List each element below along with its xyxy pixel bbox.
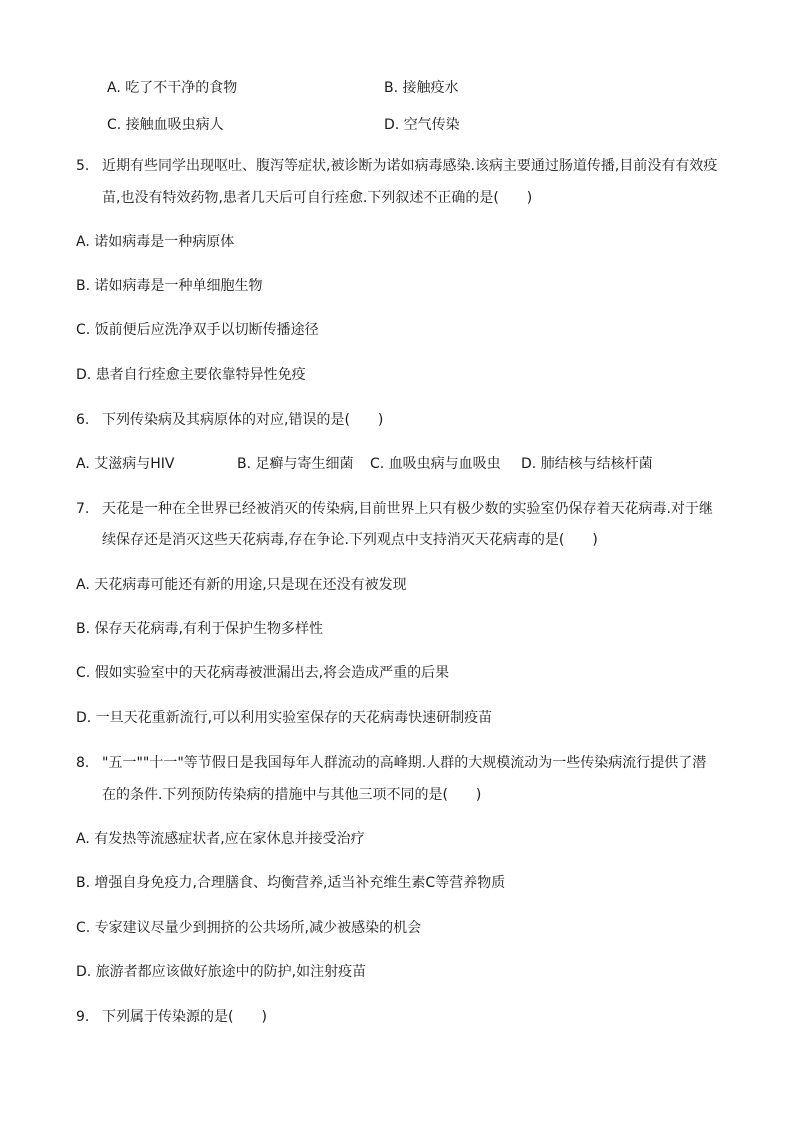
- option-text: 诺如病毒是一种病原体: [94, 234, 235, 250]
- q9-stem-line-1: 下列属于传染源的是( ): [102, 1009, 267, 1025]
- option-text: 吃了不干净的食物: [125, 80, 238, 96]
- q5-option-c: [76, 320, 319, 340]
- q8-option-b: [76, 873, 505, 893]
- q4-option-a: [107, 78, 237, 98]
- q5-stem-line-1: 近期有些同学出现呕吐、腹泻等症状,被诊断为诺如病毒感染.该病主要通过肠道传播,目前没有有效疫: [102, 158, 718, 174]
- q6-option-d: [521, 454, 653, 474]
- option-letter: B.: [237, 456, 252, 472]
- q6-number: 6.: [76, 412, 90, 428]
- option-letter: C.: [370, 456, 385, 472]
- q5-option-a: [76, 232, 234, 252]
- q8-stem-line-2: 在的条件.下列预防传染病的措施中与其他三项不同的是( ): [102, 787, 482, 803]
- option-text: 天花病毒可能还有新的用途,只是现在还没有被发现: [94, 577, 407, 593]
- option-letter: A.: [76, 577, 90, 593]
- option-letter: A.: [76, 234, 90, 250]
- q6-option-c: [370, 454, 501, 474]
- option-letter: A.: [76, 831, 90, 847]
- q8-option-a: [76, 829, 365, 849]
- q4-option-b: [384, 78, 459, 98]
- q5-stem-line-2: 苗,也没有特效药物,患者几天后可自行痊愈.下列叙述不正确的是( ): [102, 190, 533, 206]
- q6-option-b: [237, 454, 354, 474]
- option-letter: C.: [76, 920, 91, 936]
- option-letter: D.: [76, 964, 92, 980]
- option-text: 接触疫水: [402, 80, 459, 96]
- option-text: 增强自身免疫力,合理膳食、均衡营养,适当补充维生素C等营养物质: [94, 875, 506, 891]
- option-letter: D.: [384, 117, 400, 133]
- q5-option-b: [76, 276, 263, 296]
- option-text: 诺如病毒是一种单细胞生物: [94, 278, 263, 294]
- q4-option-d: [384, 115, 460, 135]
- q7-option-d: [76, 708, 492, 728]
- option-text: 空气传染: [403, 117, 460, 133]
- option-text: 艾滋病与HIV: [94, 456, 175, 472]
- option-letter: D.: [521, 456, 537, 472]
- option-text: 保存天花病毒,有利于保护生物多样性: [94, 621, 323, 637]
- option-letter: D.: [76, 367, 92, 383]
- q6-option-a: [76, 454, 174, 474]
- q8-number: 8.: [76, 755, 90, 771]
- q6-stem-line-1: 下列传染病及其病原体的对应,错误的是( ): [102, 412, 384, 428]
- q7-stem-line-2: 续保存还是消灭这些天花病毒,存在争论.下列观点中支持消灭天花病毒的是( ): [102, 532, 598, 548]
- option-text: 接触血吸虫病人: [125, 117, 224, 133]
- option-letter: B.: [384, 80, 399, 96]
- q7-option-a: [76, 575, 407, 595]
- option-letter: B.: [76, 875, 91, 891]
- q7-option-b: [76, 619, 323, 639]
- option-text: 患者自行痊愈主要依靠特异性免疫: [95, 367, 306, 383]
- q8-option-c: [76, 918, 421, 938]
- q5-option-d: [76, 365, 306, 385]
- q9-number: 9.: [76, 1009, 90, 1025]
- option-letter: C.: [76, 665, 91, 681]
- option-letter: D.: [76, 710, 92, 726]
- q8-option-d: [76, 962, 366, 982]
- option-text: 专家建议尽量少到拥挤的公共场所,减少被感染的机会: [94, 920, 422, 936]
- option-text: 旅游者都应该做好旅途中的防护,如注射疫苗: [95, 964, 367, 980]
- option-letter: B.: [76, 621, 91, 637]
- q7-number: 7.: [76, 501, 90, 517]
- option-text: 血吸虫病与血吸虫: [388, 456, 501, 472]
- option-letter: A.: [107, 80, 121, 96]
- option-text: 一旦天花重新流行,可以利用实验室保存的天花病毒快速研制疫苗: [95, 710, 493, 726]
- q4-option-c: [107, 115, 224, 135]
- option-text: 足癣与寄生细菌: [255, 456, 354, 472]
- q7-stem-line-1: 天花是一种在全世界已经被消灭的传染病,目前世界上只有极少数的实验室仍保存着天花病毒.对于继: [102, 501, 713, 517]
- option-text: 假如实验室中的天花病毒被泄漏出去,将会造成严重的后果: [94, 665, 450, 681]
- option-letter: A.: [76, 456, 90, 472]
- q5-number: 5.: [76, 158, 90, 174]
- option-letter: B.: [76, 278, 91, 294]
- option-text: 有发热等流感症状者,应在家休息并接受治疗: [94, 831, 365, 847]
- q8-stem-line-1: "五一""十一"等节假日是我国每年人群流动的高峰期.人群的大规模流动为一些传染病流行提供了潜: [102, 755, 707, 771]
- option-text: 饭前便后应洗净双手以切断传播途径: [94, 322, 319, 338]
- q7-option-c: [76, 663, 449, 683]
- option-letter: C.: [107, 117, 122, 133]
- option-letter: C.: [76, 322, 91, 338]
- option-text: 肺结核与结核杆菌: [540, 456, 653, 472]
